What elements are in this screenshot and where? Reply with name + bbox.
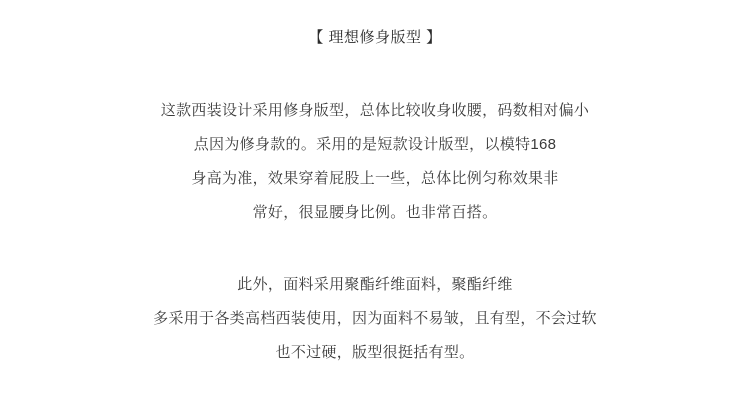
paragraph-fabric-description: [60, 268, 690, 370]
paragraph-line: 此外，面料采用聚酯纤维面料，聚酯纤维: [237, 276, 513, 293]
page-title: 【 理想修身版型 】: [308, 29, 442, 46]
paragraph-line: 常好，很显腰身比例。也非常百搭。: [252, 204, 498, 221]
paragraph-line: 点因为修身款的。采用的是短款设计版型，以模特168: [193, 136, 557, 153]
paragraph-line: 身高为准，效果穿着屁股上一些，总体比例匀称效果非: [191, 170, 559, 187]
paragraph-line: 这款西装设计采用修身版型，总体比较收身收腰，码数相对偏小: [160, 102, 590, 119]
paragraph-line: 多采用于各类高档西装使用，因为面料不易皱，且有型，不会过软: [153, 310, 597, 327]
paragraph-line: 也不过硬，版型很挺括有型。: [275, 344, 475, 361]
paragraph-fit-description: [60, 94, 690, 230]
